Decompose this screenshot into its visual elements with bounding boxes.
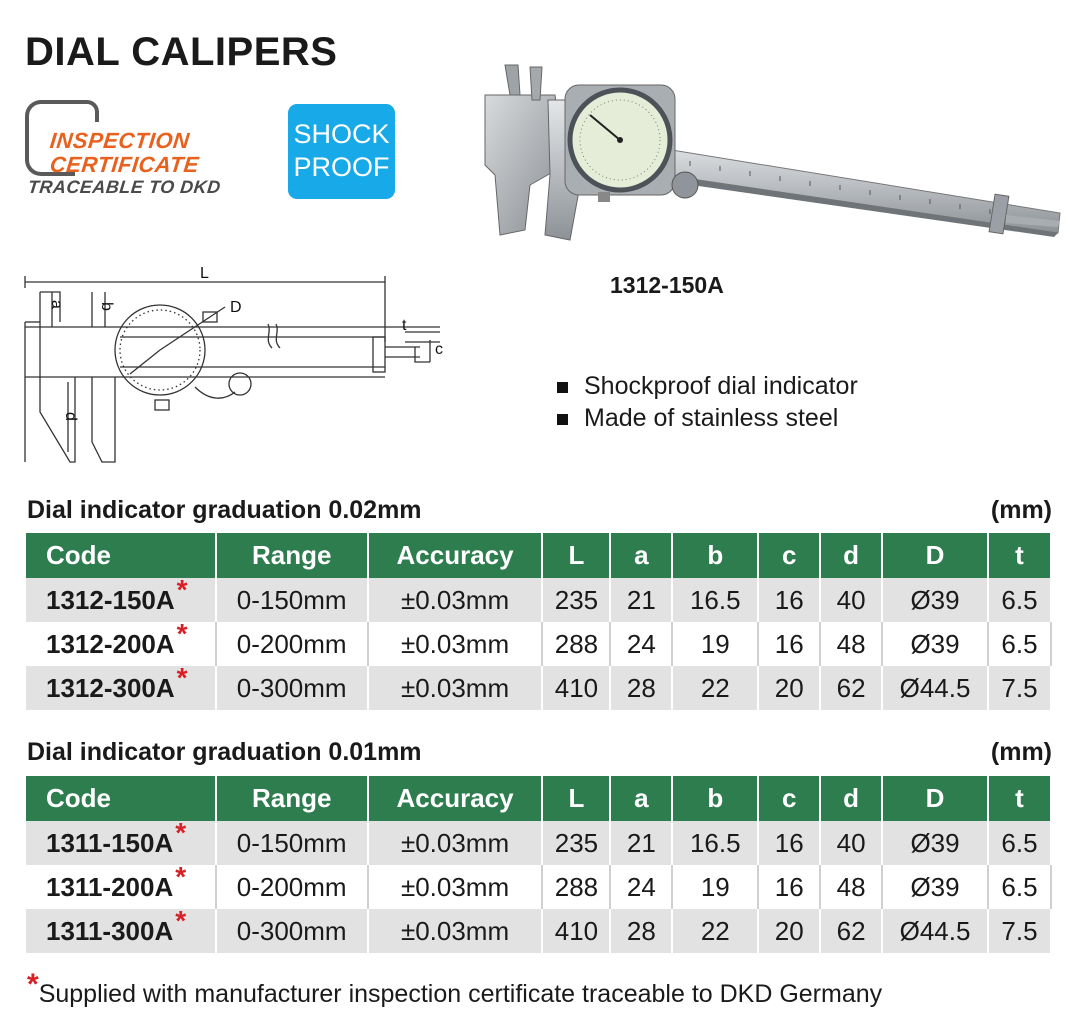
table-cell: 62 xyxy=(820,909,882,953)
column-header: t xyxy=(988,533,1051,578)
table-cell: 40 xyxy=(820,578,882,622)
code-cell: 1312-300A* xyxy=(26,666,216,710)
table-cell: Ø44.5 xyxy=(882,666,988,710)
table-title: Dial indicator graduation 0.01mm xyxy=(27,738,422,766)
table-cell: 16 xyxy=(758,578,820,622)
column-header: d xyxy=(820,776,882,821)
code-cell: 1311-300A* xyxy=(26,909,216,953)
table-cell: 0-150mm xyxy=(216,578,368,622)
column-header: Code xyxy=(26,533,216,578)
footnote-text: Supplied with manufacturer inspection certificate traceable to DKD Germany xyxy=(38,980,883,1008)
column-header: c xyxy=(758,533,820,578)
table-cell: 235 xyxy=(542,821,610,865)
column-header: Accuracy xyxy=(368,776,543,821)
table-cell: ±0.03mm xyxy=(368,909,543,953)
table-cell: 7.5 xyxy=(988,909,1051,953)
column-header: L xyxy=(542,533,610,578)
table-cell: ±0.03mm xyxy=(368,622,543,666)
column-header: Range xyxy=(216,533,368,578)
table-cell: 410 xyxy=(542,666,610,710)
badge-line-2: PROOF xyxy=(293,152,390,182)
table-cell: 235 xyxy=(542,578,610,622)
table-cell: 16 xyxy=(758,865,820,909)
code-cell: 1312-200A* xyxy=(26,622,216,666)
table-cell: 28 xyxy=(610,909,672,953)
table-cell: 28 xyxy=(610,666,672,710)
table-unit: (mm) xyxy=(990,738,1052,766)
table-cell: 0-300mm xyxy=(216,666,368,710)
page-title: DIAL CALIPERS xyxy=(25,30,338,74)
column-header: t xyxy=(988,776,1051,821)
table-title: Dial indicator graduation 0.02mm xyxy=(27,496,422,524)
drawing-label-D: D xyxy=(230,299,242,316)
table-cell: 21 xyxy=(610,821,672,865)
table-cell: Ø39 xyxy=(882,865,988,909)
column-header: b xyxy=(672,533,758,578)
table-cell: Ø39 xyxy=(882,578,988,622)
table-row xyxy=(26,622,1051,666)
column-header: Range xyxy=(216,776,368,821)
column-header: b xyxy=(672,776,758,821)
cert-line-2: CERTIFICATE xyxy=(48,152,201,177)
certificate-star: * xyxy=(175,905,187,936)
shock-proof-badge xyxy=(288,104,395,199)
logo-bracket-top xyxy=(55,100,99,122)
footnote xyxy=(27,968,883,1010)
table-cell: 16 xyxy=(758,622,820,666)
table-cell: 24 xyxy=(610,865,672,909)
table-cell: 22 xyxy=(672,909,758,953)
table-cell: 20 xyxy=(758,666,820,710)
column-header: a xyxy=(610,533,672,578)
table-cell: Ø39 xyxy=(882,821,988,865)
table-cell: 40 xyxy=(820,821,882,865)
table-cell: 0-150mm xyxy=(216,821,368,865)
table-cell: 48 xyxy=(820,865,882,909)
table-cell: 16 xyxy=(758,821,820,865)
table-cell: 6.5 xyxy=(988,622,1051,666)
table-cell: ±0.03mm xyxy=(368,578,543,622)
column-header: d xyxy=(820,533,882,578)
table-cell: 288 xyxy=(542,865,610,909)
column-header: D xyxy=(882,776,988,821)
table-cell: 22 xyxy=(672,666,758,710)
table-cell: Ø39 xyxy=(882,622,988,666)
code-cell: 1311-200A* xyxy=(26,865,216,909)
drawing-label-L: L xyxy=(200,265,209,282)
column-header: a xyxy=(610,776,672,821)
table-cell: Ø44.5 xyxy=(882,909,988,953)
table-cell: 410 xyxy=(542,909,610,953)
inspection-certificate-logo xyxy=(25,100,255,200)
table-cell: ±0.03mm xyxy=(368,666,543,710)
table-cell: 6.5 xyxy=(988,578,1051,622)
table-cell: 288 xyxy=(542,622,610,666)
code-cell: 1312-150A* xyxy=(26,578,216,622)
drawing-label-b: b xyxy=(98,302,115,311)
spec-table-001 xyxy=(26,776,1052,953)
drawing-label-d: d xyxy=(62,412,79,421)
table-header-row xyxy=(26,776,1051,821)
column-header: L xyxy=(542,776,610,821)
table-cell: 6.5 xyxy=(988,865,1051,909)
table-cell: 6.5 xyxy=(988,821,1051,865)
table-row xyxy=(26,578,1051,622)
spec-table-002 xyxy=(26,533,1052,710)
column-header: c xyxy=(758,776,820,821)
table-cell: 19 xyxy=(672,622,758,666)
column-header: Code xyxy=(26,776,216,821)
certificate-star: * xyxy=(175,817,187,848)
table-cell: ±0.03mm xyxy=(368,865,543,909)
table-unit: (mm) xyxy=(990,496,1052,524)
table-cell: 7.5 xyxy=(988,666,1051,710)
table-cell: 16.5 xyxy=(672,821,758,865)
table-cell: 21 xyxy=(610,578,672,622)
column-header: Accuracy xyxy=(368,533,543,578)
feature-list xyxy=(555,370,858,434)
table-cell: 62 xyxy=(820,666,882,710)
table-row xyxy=(26,865,1051,909)
cert-line-3: TRACEABLE TO DKD xyxy=(27,177,222,197)
feature-item: Shockproof dial indicator xyxy=(555,370,858,402)
table-header-row xyxy=(26,533,1051,578)
product-photo xyxy=(470,55,1070,255)
table-cell: 48 xyxy=(820,622,882,666)
table-cell: 0-300mm xyxy=(216,909,368,953)
table-cell: 20 xyxy=(758,909,820,953)
certificate-star: * xyxy=(175,861,187,892)
footnote-star: * xyxy=(27,968,39,1001)
badge-line-1: SHOCK xyxy=(293,119,390,149)
column-header: D xyxy=(882,533,988,578)
feature-item: Made of stainless steel xyxy=(555,402,858,434)
table-cell: 0-200mm xyxy=(216,865,368,909)
code-cell: 1311-150A* xyxy=(26,821,216,865)
cert-line-1: INSPECTION xyxy=(48,128,191,153)
table-row xyxy=(26,666,1051,710)
photo-caption: 1312-150A xyxy=(610,272,724,298)
certificate-star: * xyxy=(176,574,188,605)
drawing-label-t: t xyxy=(402,317,407,334)
certificate-star: * xyxy=(176,662,188,693)
table-row xyxy=(26,821,1051,865)
certificate-star: * xyxy=(176,618,188,649)
table-cell: 0-200mm xyxy=(216,622,368,666)
drawing-label-a: a xyxy=(48,300,65,309)
drawing-label-c: c xyxy=(435,341,443,358)
table-cell: 16.5 xyxy=(672,578,758,622)
dimension-drawing xyxy=(20,262,460,472)
table-cell: ±0.03mm xyxy=(368,821,543,865)
table-cell: 24 xyxy=(610,622,672,666)
table-row xyxy=(26,909,1051,953)
table-cell: 19 xyxy=(672,865,758,909)
